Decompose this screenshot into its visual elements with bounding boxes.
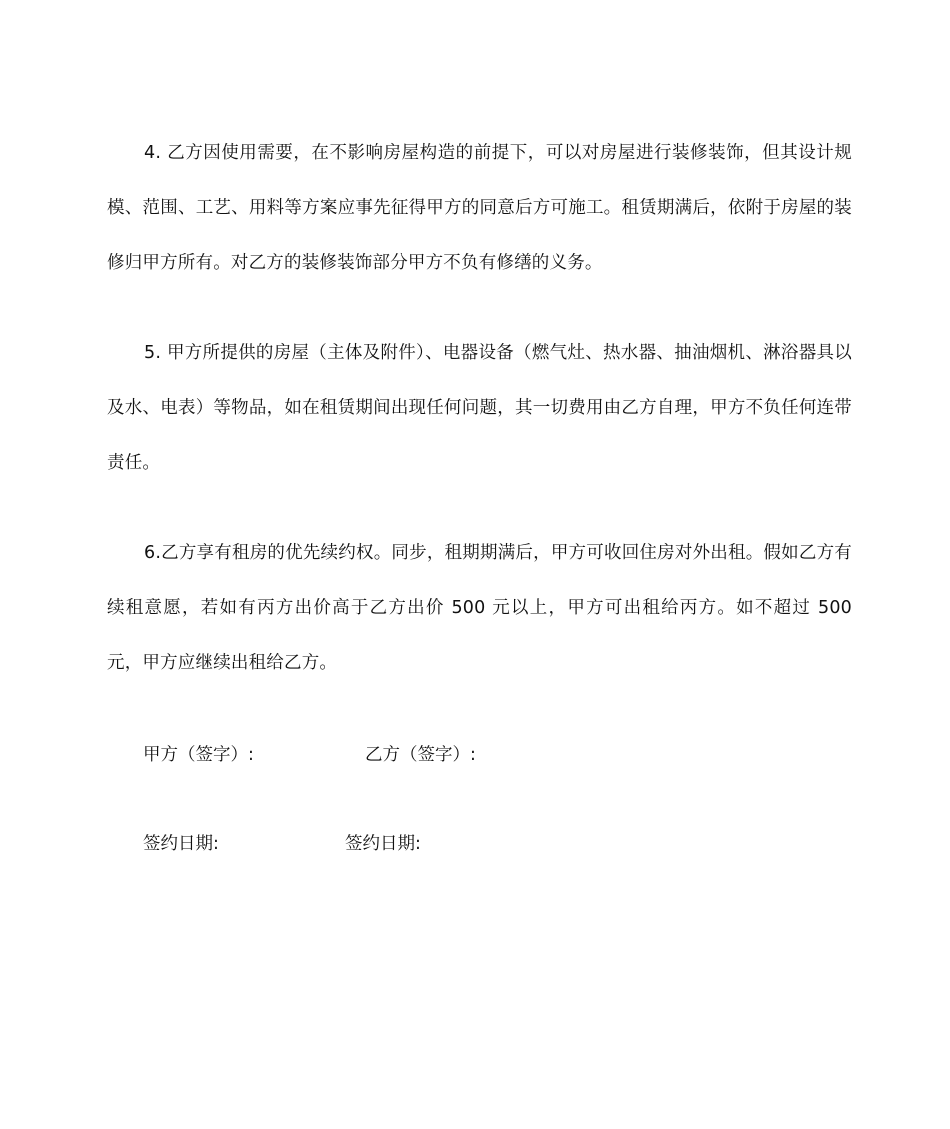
clause-5-paragraph: 5. 甲方所提供的房屋（主体及附件）、电器设备（燃气灶、热水器、抽油烟机、淋浴器具以及水、电表）等物品，如在租赁期间出现任何问题，其一切费用由乙方自理，甲方不负任何连带责任。	[107, 343, 852, 473]
clause-4-paragraph: 4. 乙方因使用需要，在不影响房屋构造的前提下，可以对房屋进行装修装饰，但其设计规模、范围、工艺、用料等方案应事先征得甲方的同意后方可施工。租赁期满后，依附于房屋的装修归甲方所有。对乙方的装修装饰部分甲方不负有修缮的义务。	[107, 143, 852, 273]
clause-6-paragraph: 6.乙方享有租房的优先续约权。同步，租期期满后，甲方可收回住房对外出租。假如乙方有续租意愿，若如有丙方出价高于乙方出价 500 元以上，甲方可出租给丙方。如不超过 500 元，甲方应继续出租给乙方。	[107, 543, 852, 673]
party-b-signing-date-label: 签约日期:	[345, 834, 421, 854]
party-b-signature-label: 乙方（签字）:	[365, 745, 476, 765]
party-a-signature-label: 甲方（签字）:	[143, 745, 254, 765]
party-a-signing-date-label: 签约日期:	[143, 834, 219, 854]
